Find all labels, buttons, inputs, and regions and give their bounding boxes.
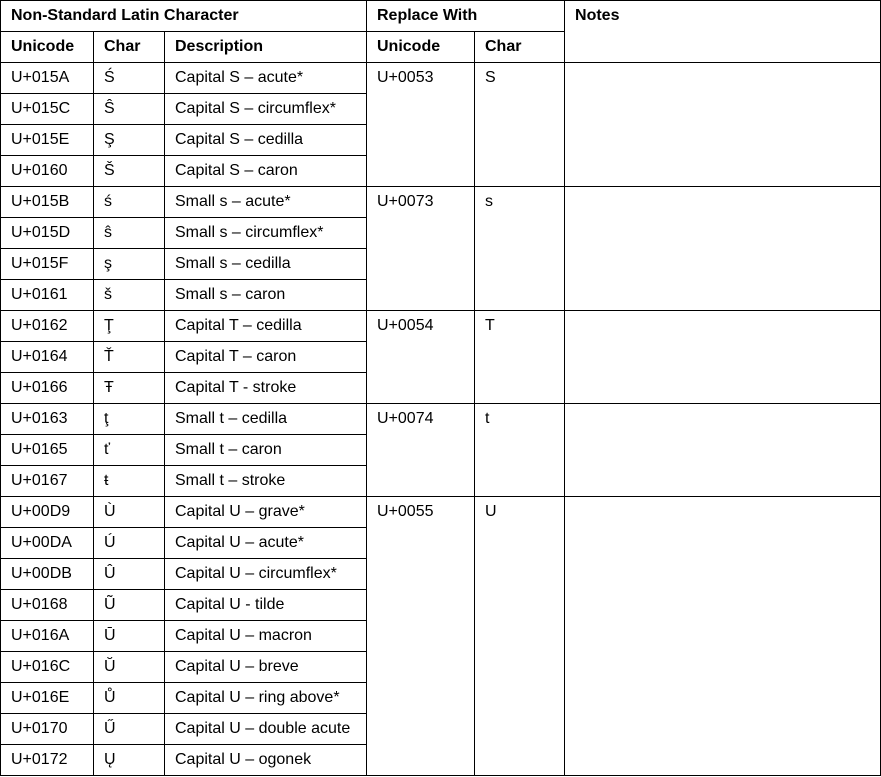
description-cell: Capital S – circumflex*	[165, 94, 367, 125]
char-cell: Ũ	[94, 590, 165, 621]
description-cell: Capital T – cedilla	[165, 311, 367, 342]
char-cell: š	[94, 280, 165, 311]
replace-char-cell: U	[475, 497, 565, 776]
unicode-cell: U+0165	[1, 435, 94, 466]
unicode-cell: U+015F	[1, 249, 94, 280]
description-cell: Capital U – ring above*	[165, 683, 367, 714]
notes-cell	[565, 187, 881, 311]
char-cell: Ű	[94, 714, 165, 745]
char-cell: Ŭ	[94, 652, 165, 683]
description-cell: Capital U – acute*	[165, 528, 367, 559]
char-cell: Ų	[94, 745, 165, 776]
header-description: Description	[165, 32, 367, 63]
unicode-cell: U+0164	[1, 342, 94, 373]
description-cell: Capital S – cedilla	[165, 125, 367, 156]
replace-unicode-cell: U+0074	[367, 404, 475, 497]
table-row	[1, 63, 881, 94]
replace-unicode-cell: U+0055	[367, 497, 475, 776]
replace-char-cell: s	[475, 187, 565, 311]
unicode-cell: U+00DA	[1, 528, 94, 559]
description-cell: Capital U – breve	[165, 652, 367, 683]
header-notes: Notes	[565, 1, 881, 63]
unicode-cell: U+0160	[1, 156, 94, 187]
unicode-cell: U+0162	[1, 311, 94, 342]
description-cell: Small s – cedilla	[165, 249, 367, 280]
header-replace-unicode: Unicode	[367, 32, 475, 63]
unicode-cell: U+0172	[1, 745, 94, 776]
char-cell: Ů	[94, 683, 165, 714]
description-cell: Capital T - stroke	[165, 373, 367, 404]
table-row	[1, 404, 881, 435]
char-cell: Ú	[94, 528, 165, 559]
replace-char-cell: t	[475, 404, 565, 497]
unicode-cell: U+0170	[1, 714, 94, 745]
unicode-cell: U+00D9	[1, 497, 94, 528]
notes-cell	[565, 311, 881, 404]
unicode-cell: U+0161	[1, 280, 94, 311]
header-replace-char: Char	[475, 32, 565, 63]
unicode-cell: U+016A	[1, 621, 94, 652]
char-cell: Ù	[94, 497, 165, 528]
replace-unicode-cell: U+0053	[367, 63, 475, 187]
description-cell: Small s – acute*	[165, 187, 367, 218]
char-cell: Š	[94, 156, 165, 187]
description-cell: Small s – circumflex*	[165, 218, 367, 249]
unicode-cell: U+015A	[1, 63, 94, 94]
description-cell: Capital T – caron	[165, 342, 367, 373]
replace-char-cell: S	[475, 63, 565, 187]
unicode-cell: U+015E	[1, 125, 94, 156]
description-cell: Small t – caron	[165, 435, 367, 466]
header-group-row	[1, 1, 881, 32]
description-cell: Capital U – ogonek	[165, 745, 367, 776]
description-cell: Capital S – acute*	[165, 63, 367, 94]
unicode-cell: U+015D	[1, 218, 94, 249]
description-cell: Capital U – macron	[165, 621, 367, 652]
char-cell: Ś	[94, 63, 165, 94]
unicode-cell: U+0167	[1, 466, 94, 497]
unicode-cell: U+015B	[1, 187, 94, 218]
unicode-cell: U+00DB	[1, 559, 94, 590]
description-cell: Capital S – caron	[165, 156, 367, 187]
char-cell: ť	[94, 435, 165, 466]
replace-unicode-cell: U+0073	[367, 187, 475, 311]
header-unicode: Unicode	[1, 32, 94, 63]
header-replace-with: Replace With	[367, 1, 565, 32]
unicode-cell: U+016C	[1, 652, 94, 683]
notes-cell	[565, 497, 881, 776]
char-cell: Ŧ	[94, 373, 165, 404]
char-cell: ş	[94, 249, 165, 280]
description-cell: Small s – caron	[165, 280, 367, 311]
char-cell: Ť	[94, 342, 165, 373]
notes-cell	[565, 63, 881, 187]
description-cell: Small t – cedilla	[165, 404, 367, 435]
header-non-standard: Non-Standard Latin Character	[1, 1, 367, 32]
char-cell: ţ	[94, 404, 165, 435]
unicode-cell: U+0166	[1, 373, 94, 404]
table-row	[1, 311, 881, 342]
replace-unicode-cell: U+0054	[367, 311, 475, 404]
char-cell: ŝ	[94, 218, 165, 249]
description-cell: Capital U - tilde	[165, 590, 367, 621]
replace-char-cell: T	[475, 311, 565, 404]
char-cell: Ş	[94, 125, 165, 156]
char-cell: Ţ	[94, 311, 165, 342]
char-cell: Û	[94, 559, 165, 590]
unicode-cell: U+015C	[1, 94, 94, 125]
notes-cell	[565, 404, 881, 497]
char-cell: ŧ	[94, 466, 165, 497]
char-cell: ś	[94, 187, 165, 218]
header-char: Char	[94, 32, 165, 63]
description-cell: Capital U – double acute	[165, 714, 367, 745]
char-cell: Ū	[94, 621, 165, 652]
unicode-cell: U+0163	[1, 404, 94, 435]
table-body	[1, 63, 881, 776]
description-cell: Capital U – circumflex*	[165, 559, 367, 590]
table-row	[1, 497, 881, 528]
description-cell: Capital U – grave*	[165, 497, 367, 528]
unicode-cell: U+0168	[1, 590, 94, 621]
char-cell: Ŝ	[94, 94, 165, 125]
table-row	[1, 187, 881, 218]
description-cell: Small t – stroke	[165, 466, 367, 497]
unicode-cell: U+016E	[1, 683, 94, 714]
